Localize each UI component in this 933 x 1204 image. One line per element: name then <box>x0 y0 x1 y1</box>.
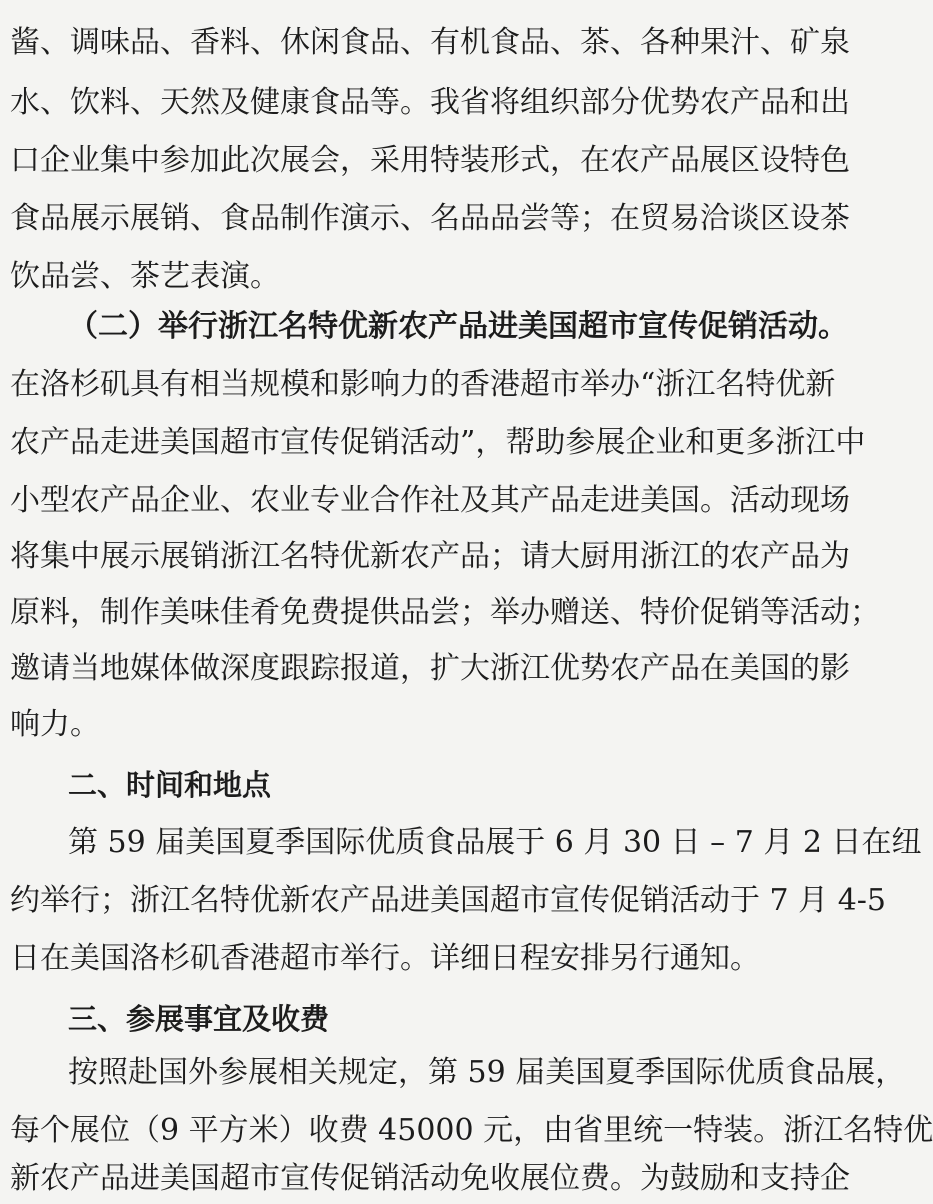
text-line: 小型农产品企业、农业专业合作社及其产品走进美国。活动现场 <box>10 483 850 518</box>
text-line: 农产品走进美国超市宣传促销活动”，帮助参展企业和更多浙江中 <box>10 425 866 460</box>
text-line: 酱、调味品、香料、休闲食品、有机食品、茶、各种果汁、矿泉 <box>10 25 850 60</box>
text-line: 第 59 届美国夏季国际优质食品展于 6 月 30 日 – 7 月 2 日在纽 <box>68 825 922 860</box>
text-line: 按照赴国外参展相关规定，第 59 届美国夏季国际优质食品展， <box>68 1055 906 1090</box>
text-line: 饮品尝、茶艺表演。 <box>10 259 280 294</box>
text-line: 邀请当地媒体做深度跟踪报道，扩大浙江优势农产品在美国的影 <box>10 651 850 686</box>
text-line: 新农产品进美国超市宣传促销活动免收展位费。为鼓励和支持企 <box>10 1161 850 1196</box>
text-line: 食品展示展销、食品制作演示、名品品尝等；在贸易洽谈区设茶 <box>10 201 850 236</box>
text-line: 响力。 <box>10 707 100 742</box>
text-line: 原料，制作美味佳肴免费提供品尝；举办赠送、特价促销等活动； <box>10 595 880 630</box>
text-line: 在洛杉矶具有相当规模和影响力的香港超市举办“浙江名特优新 <box>10 367 836 402</box>
text-line: 日在美国洛杉矶香港超市举行。详细日程安排另行通知。 <box>10 941 760 976</box>
section-heading: 三、参展事宜及收费 <box>68 1002 330 1036</box>
text-line: 水、饮料、天然及健康食品等。我省将组织部分优势农产品和出 <box>10 85 850 120</box>
text-line: 口企业集中参加此次展会，采用特装形式，在农产品展区设特色 <box>10 143 850 178</box>
text-line: 约举行；浙江名特优新农产品进美国超市宣传促销活动于 7 月 4-5 <box>10 883 887 918</box>
text-line: 将集中展示展销浙江名特优新农产品；请大厨用浙江的农产品为 <box>10 539 850 574</box>
section-subheading: （二）举行浙江名特优新农产品进美国超市宣传促销活动。 <box>68 309 848 344</box>
text-line: 每个展位（9 平方米）收费 45000 元，由省里统一特装。浙江名特优 <box>10 1113 933 1148</box>
section-heading: 二、时间和地点 <box>68 768 272 802</box>
